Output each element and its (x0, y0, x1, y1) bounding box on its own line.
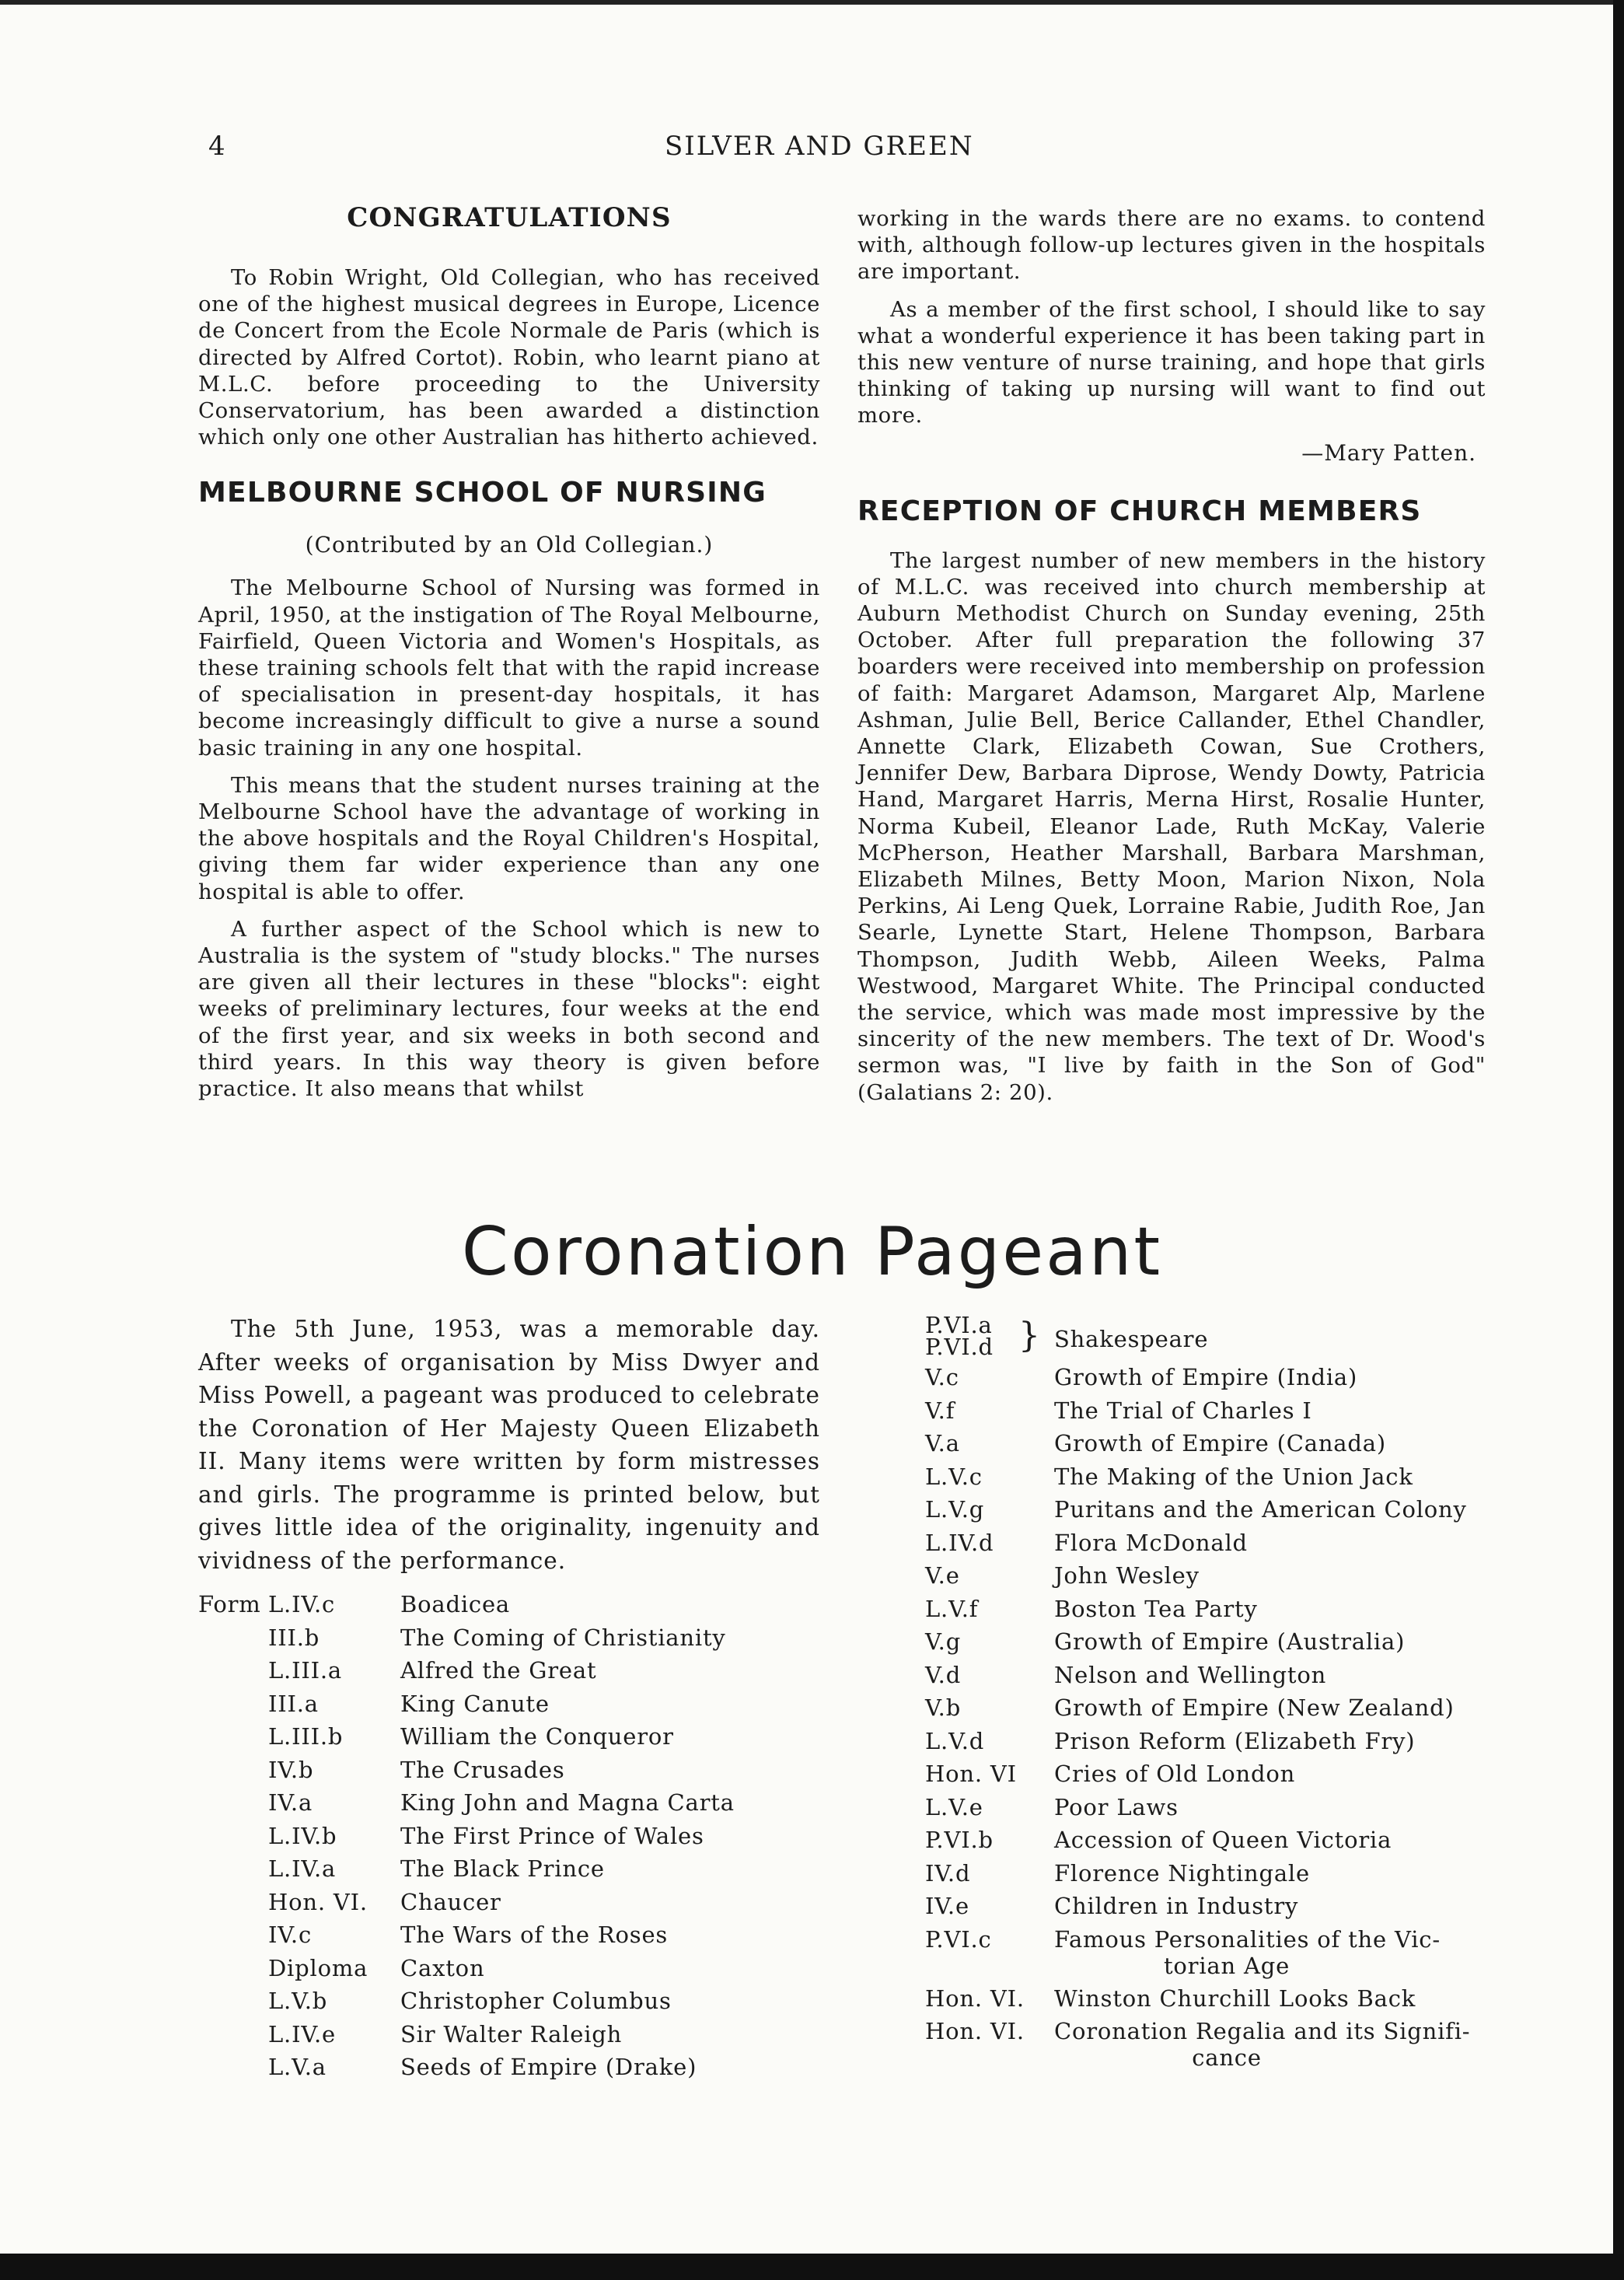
programme-item: Growth of Empire (New Zealand) (1054, 1694, 1455, 1721)
form-code: L.III.a (268, 1657, 342, 1684)
programme-item: Nelson and Wellington (1054, 1661, 1327, 1688)
form-code: L.IV.a (268, 1855, 337, 1882)
programme-row (925, 1397, 1493, 1431)
form-code: Hon. VI. (925, 1985, 1025, 2012)
form-code: L.V.e (925, 1793, 983, 1820)
form-code: Hon. VI (925, 1761, 1017, 1787)
programme-row (198, 1823, 820, 1856)
programme-row (925, 2018, 1493, 2077)
programme-item: Seeds of Empire (Drake) (400, 2054, 697, 2080)
scan-bottom-edge (0, 2254, 1624, 2280)
programme-row (198, 1889, 820, 1922)
form-code: L.III.b (268, 1723, 344, 1750)
programme-row (925, 1662, 1493, 1695)
form-code: V.a (925, 1430, 960, 1456)
nursing-subtitle: (Contributed by an Old Collegian.) (305, 532, 714, 558)
form-code: IV.a (268, 1789, 313, 1816)
programme-item: Winston Churchill Looks Back (1054, 1985, 1416, 2012)
programme-item: Alfred the Great (400, 1657, 597, 1684)
nursing-paragraph: This means that the student nurses training at the Melbourne School have the advantage of working in the above hospitals and the Royal Children's Hospital, giving them far wider experience than any one hospital is able to offer. (198, 772, 820, 904)
form-code: P.VI.a (925, 1312, 993, 1338)
programme-item: Children in Industry (1054, 1893, 1299, 1919)
programme-item: Poor Laws (1054, 1793, 1179, 1820)
programme-row (925, 1926, 1493, 1985)
programme-row (198, 1691, 820, 1724)
programme-item: King John and Magna Carta (400, 1789, 735, 1816)
programme-item: Growth of Empire (India) (1054, 1364, 1358, 1390)
programme-row (198, 2021, 820, 2054)
publication-title: SILVER AND GREEN (665, 131, 974, 162)
programme-right (925, 1314, 1493, 2077)
programme-row (925, 1364, 1493, 1397)
programme-item: The Black Prince (400, 1855, 605, 1882)
programme-item-continuation: cance (1192, 2044, 1262, 2071)
programme-item: King Canute (400, 1690, 550, 1717)
programme-item: Florence Nightingale (1054, 1859, 1310, 1887)
programme-item: John Wesley (1054, 1562, 1200, 1589)
pageant-intro-text: The 5th June, 1953, was a memorable day. After weeks of organisation by Miss Dwyer and Miss Powell, a pageant was produced to celebrate the Coronation of Her Majesty Queen Elizabeth II. Many items were written by form mistresses and girls. The programme is printed below, but gives little idea of the originality, ingenuity and vividness of the performance. (198, 1316, 820, 1574)
programme-item: Sir Walter Raleigh (400, 2020, 623, 2047)
programme-row (925, 1985, 1493, 2019)
programme-row (925, 1530, 1493, 1563)
programme-row (198, 1922, 820, 1955)
programme-item: Famous Personalities of the Vic- (1054, 1925, 1441, 1953)
form-label: Form (198, 1591, 261, 1617)
programme-item: Shakespeare (1054, 1326, 1209, 1352)
page-number: 4 (208, 131, 226, 162)
form-code: IV.c (268, 1922, 312, 1948)
programme-item: William the Conqueror (400, 1723, 674, 1750)
programme-row (925, 1860, 1493, 1894)
programme-item: Chaucer (400, 1888, 501, 1915)
nursing-paragraph: A further aspect of the School which is new to Australia is the system of "study blocks." The nurses are given all their lectures in these "blocks": eight weeks of preliminary lectures, four weeks at the end of the first year, and six weeks in both second and third years. In this way theory is given before practice. It also means that whilst (198, 916, 820, 1102)
programme-item: Flora McDonald (1054, 1529, 1248, 1556)
programme-item: The Wars of the Roses (400, 1922, 669, 1948)
brace-glyph: } (1018, 1316, 1041, 1355)
nursing-continued: As a member of the first school, I should like to say what a wonderful experience it has been taking part in this new venture of nurse training, and hope that girls thinking of taking up nursing will want to find out more. (857, 296, 1486, 428)
form-code: Diploma (268, 1954, 368, 1981)
programme-item: Accession of Queen Victoria (1054, 1827, 1392, 1853)
form-code: L.IV.d (925, 1529, 994, 1556)
form-code: L.V.c (925, 1463, 983, 1490)
programme-item: The Crusades (400, 1756, 565, 1783)
programme-row (198, 1955, 820, 1988)
form-code: Hon. VI. (925, 2018, 1025, 2044)
programme-row (198, 2054, 820, 2087)
nursing-paragraph: The Melbourne School of Nursing was formed in April, 1950, at the instigation of The Royal Melbourne, Fairfield, Queen Victoria and Women's Hospitals, as these training schools felt that with the rapid increase of specialisation in present-day hospitals, it has become increasingly difficult to give a nurse a sound basic training in any one hospital. (198, 575, 820, 761)
nursing-heading: MELBOURNE SCHOOL OF NURSING (198, 477, 767, 509)
form-code: P.VI.c (925, 1925, 992, 1953)
programme-row (198, 1757, 820, 1790)
programme-item: The Coming of Christianity (400, 1624, 726, 1651)
programme-item: Growth of Empire (Australia) (1054, 1628, 1406, 1655)
form-code: IV.e (925, 1893, 969, 1919)
form-code: V.b (925, 1694, 962, 1721)
programme-row (198, 1789, 820, 1823)
programme-row (925, 1694, 1493, 1728)
programme-row (198, 1657, 820, 1691)
form-code: V.e (925, 1562, 960, 1589)
programme-row (925, 1562, 1493, 1596)
programme-item: Prison Reform (Elizabeth Fry) (1054, 1727, 1416, 1754)
programme-item: The Trial of Charles I (1054, 1397, 1312, 1424)
right-column (857, 205, 1486, 1117)
form-code: L.V.d (925, 1727, 985, 1754)
form-code: L.V.a (268, 2054, 327, 2080)
form-code: V.g (925, 1628, 962, 1655)
scan-right-edge (1613, 0, 1624, 2280)
programme-row (925, 1794, 1493, 1827)
programme-row (198, 1855, 820, 1889)
programme-row (925, 1893, 1493, 1926)
form-code: III.b (268, 1624, 320, 1651)
programme-item: The First Prince of Wales (400, 1822, 704, 1849)
programme-item: Boston Tea Party (1054, 1595, 1258, 1622)
congratulations-heading: CONGRATULATIONS (347, 202, 672, 233)
programme-left (198, 1591, 820, 2087)
programme-row-shakespeare (925, 1314, 1493, 1364)
left-column (198, 202, 820, 1113)
pageant-title: Coronation Pageant (461, 1213, 1163, 1291)
scan-top-edge (0, 0, 1624, 5)
programme-row (198, 1988, 820, 2021)
programme-row (925, 1761, 1493, 1794)
programme-row (198, 1723, 820, 1757)
programme-row (198, 1624, 820, 1658)
form-code: P.VI.b (925, 1827, 994, 1853)
programme-item-continuation: torian Age (1163, 1952, 1290, 1979)
form-code: L.IV.b (268, 1822, 337, 1849)
form-code: L.IV.c (268, 1591, 336, 1617)
programme-item: Boadicea (400, 1591, 510, 1617)
form-code: L.IV.e (268, 2020, 336, 2047)
form-code: P.VI.d (925, 1334, 994, 1360)
programme-item: Christopher Columbus (400, 1988, 672, 2014)
form-code: IV.b (268, 1756, 314, 1783)
reception-heading: RECEPTION OF CHURCH MEMBERS (857, 495, 1422, 527)
programme-item: Puritans and the American Colony (1054, 1496, 1467, 1523)
programme-item: Coronation Regalia and its Signifi- (1054, 2018, 1471, 2044)
programme-row (925, 1728, 1493, 1761)
running-header (0, 131, 1624, 170)
programme-item: The Making of the Union Jack (1054, 1463, 1413, 1490)
form-code: V.f (925, 1397, 955, 1424)
form-code: L.V.g (925, 1496, 985, 1523)
form-code: III.a (268, 1690, 319, 1717)
programme-row (198, 1591, 820, 1624)
programme-row (925, 1827, 1493, 1860)
programme-item: Cries of Old London (1054, 1761, 1296, 1787)
form-code: V.c (925, 1364, 959, 1390)
programme-row (925, 1430, 1493, 1463)
programme-row (925, 1596, 1493, 1629)
programme-row (925, 1496, 1493, 1530)
nursing-continued: working in the wards there are no exams. to contend with, although follow-up lectures given in the hospitals are important. (857, 206, 1486, 285)
form-code: Hon. VI. (268, 1888, 368, 1915)
programme-item: Growth of Empire (Canada) (1054, 1430, 1386, 1456)
reception-body: The largest number of new members in the history of M.L.C. was received into church membership at Auburn Methodist Church on Sunday evening, 25th October. After full preparation the following 37 boarders were received into membership on profession of faith: Margaret Adamson, Margaret Alp, Marlene Ashman, Julie Bell, Berice Callander, Ethel Chandler, Annette Clark, Elizabeth Cowan, Sue Crothers, Jennifer Dew, Barbara Diprose, Wendy Dowty, Patricia Hand, Margaret Harris, Merna Hirst, Rosalie Hunter, Norma Kubeil, Eleanor Lade, Ruth McKay, Valerie McPherson, Heather Marshall, Barbara Marshman, Elizabeth Milnes, Betty Moon, Marion Nixon, Nola Perkins, Ai Leng Quek, Lorraine Rabie, Judith Roe, Jan Searle, Lynette Start, Helene Thompson, Barbara Thompson, Judith Webb, Aileen Weeks, Palma Westwood, Margaret White. The Principal conducted the service, which was made most impressive by the sincerity of the new members. The text of Dr. Wood's sermon was, "I live by faith in the Son of God" (Galatians 2: 20). (857, 547, 1486, 1105)
form-code: L.V.b (268, 1988, 328, 2014)
form-code: L.V.f (925, 1595, 979, 1622)
nursing-signature: —Mary Patten. (1301, 439, 1476, 466)
programme-row (925, 1628, 1493, 1662)
pageant-intro (198, 1313, 820, 1588)
form-code: V.d (925, 1661, 962, 1688)
form-code: IV.d (925, 1859, 971, 1887)
programme-item: Caxton (400, 1954, 485, 1981)
congratulations-body: To Robin Wright, Old Collegian, who has received one of the highest musical degrees in Europe, Licence de Concert from the Ecole Normale de Paris (which is directed by Alfred Cortot). Robin, who learnt piano at M.L.C. before proceeding to the University Conservatorium, has been awarded a distinction which only one other Australian has hitherto achieved. (198, 265, 820, 450)
programme-row (925, 1463, 1493, 1497)
